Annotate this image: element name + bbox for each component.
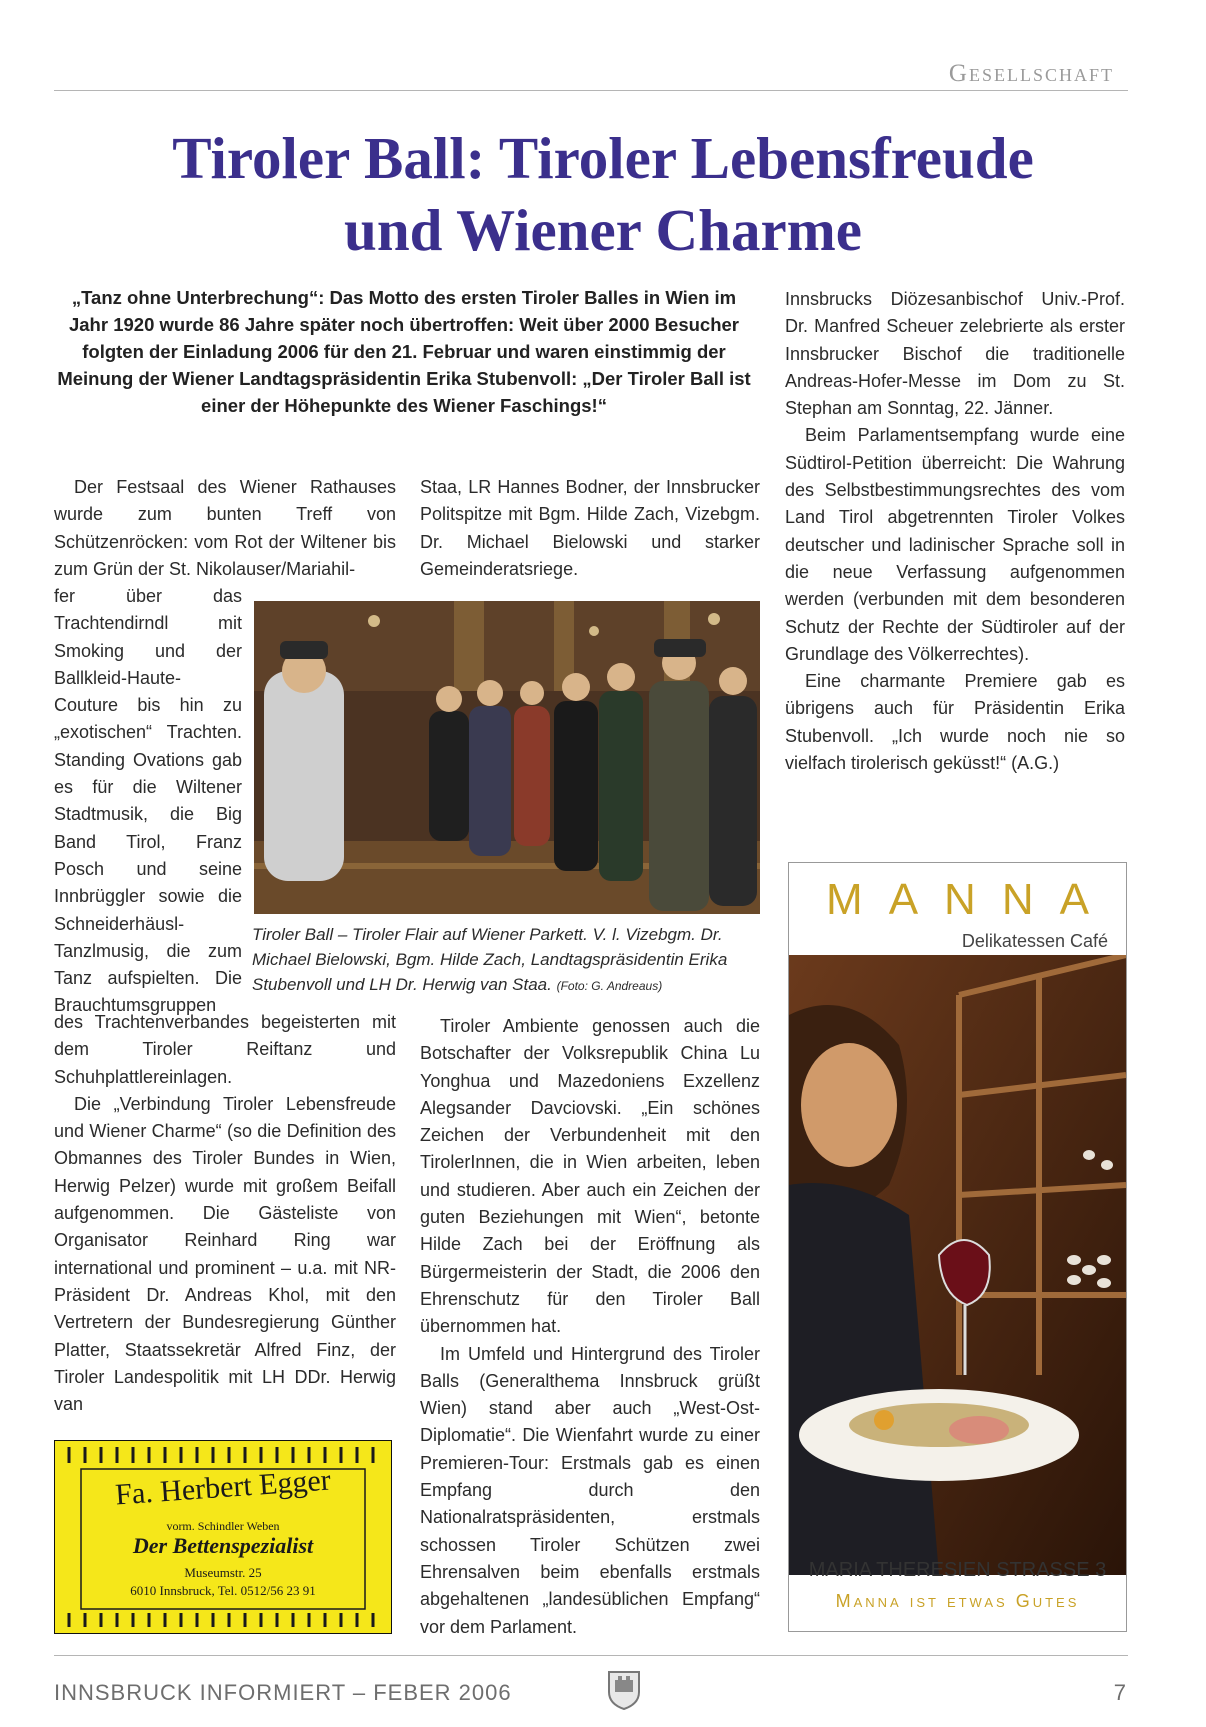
header-rule (54, 90, 1128, 91)
column-2-top (420, 474, 760, 583)
manna-slogan: Manna ist etwas Gutes (835, 1591, 1080, 1611)
egger-city-phone: 6010 Innsbruck, Tel. 0512/56 23 91 (130, 1583, 316, 1598)
column-3 (785, 286, 1125, 777)
ball-photo-illustration (254, 601, 760, 914)
lead-paragraph: „Tanz ohne Unterbrechung“: Das Motto des ersten Tiroler Balles in Wien im Jahr 1920 wurde 86 Jahre später noch übertroffen: Weit über 2000 Besucher folgten der Einladung 2006 für den 21. Februar und waren einstimmig der Meinung der Wiener Landtagspräsidentin Erika Stubenvoll: „Der Tiroler Ball ist einer der Höhepunkte des Wiener Faschings!“ (57, 287, 751, 416)
col1-paragraph-2: Die „Verbindung Tiroler Lebensfreude und Wiener Charme“ (so die Definition des Obmannes des Tiroler Bundes in Wien, Herwig Pelzer) wurde mit großem Beifall aufgenommen. Die Gästeliste von Organisator Reinhard Ring war international und prominent – u.a. mit NR-Präsident Dr. Andreas Khol, mit den Vertretern der Bundesregierung Günther Platter, Staatssekretär Alfred Finz, der Tiroler Landespolitik mit LH DDr. Herwig van (54, 1093, 396, 1415)
title-line-1: Tiroler Ball: Tiroler Lebensfreude (172, 125, 1034, 191)
title-line-2: und Wiener Charme (344, 197, 862, 263)
manna-address: MARIA THERESIEN STRASSE 3 (808, 1559, 1107, 1581)
egger-advertisement[interactable] (54, 1440, 392, 1634)
egger-tagline: Der Bettenspezialist (132, 1533, 314, 1558)
column-2-bottom (420, 1013, 760, 1641)
column-1-wrapped (54, 583, 242, 1020)
col2-paragraph-2: Im Umfeld und Hintergrund des Tiroler Balls (Generalthema Innsbruck grüßt Wien) stand aber auch „West-Ost-Diplomatie“. Die Wienfahrt wurde zu einer Premieren-Tour: Erstmals gab es einen Empfang durch den Nationalratspräsidenten, erstmals schossen Tiroler Schützen zwei Ehrensalven beim ebenfalls erstmals abgehaltenen „landesüblichen Empfang“ vor dem Parlament. (420, 1343, 760, 1637)
footer-rule (54, 1655, 1128, 1656)
column-1-bottom (54, 1009, 396, 1418)
col3-paragraph-2: Beim Parlamentsempfang wurde eine Südtirol-Petition überreicht: Die Wahrung des Selbstbestimmungsrechtes des vom Land Tirol abgetrennten Tiroler Volkes deutscher und ladinischer Sprache soll in die neue Verfassung aufgenommen werden (verbunden mit dem besonderen Schutz der Rechte der Südtiroler auf der Grundlage des Völkerrechtes). (785, 425, 1125, 664)
manna-subtitle: Delikatessen Café (961, 931, 1108, 951)
manna-photo (789, 955, 1126, 1575)
col1-paragraph-1-end: des Trachtenverbandes begeisterten mit dem Tiroler Reiftanz und Schuhplattlereinlagen. (54, 1012, 396, 1087)
city-crest-icon (606, 1668, 642, 1710)
egger-name: Fa. Herbert Egger (114, 1463, 332, 1512)
col2-paragraph-top: Staa, LR Hannes Bodner, der Innsbrucker Politspitze mit Bgm. Hilde Zach, Vizebgm. Dr. Michael Bielowski und starker Gemeinderatsriege. (420, 477, 760, 579)
photo-credit: (Foto: G. Andreaus) (556, 979, 663, 993)
col1-paragraph-1-wrap: fer über das Trachtendirndl mit Smoking und der Ballkleid-Haute-Couture bis hin zu „exotischen“ Trachten. Standing Ovations gab es für die Wiltener Stadtmusik, die Big Band Tirol, Franz Posch und seine Innbrüggler sowie die Schneiderhäusl-Tanzlmusig, die zum Tanz aufspielten. Die Brauchtumsgruppen (54, 586, 242, 1016)
col1-paragraph-1-start: Der Festsaal des Wiener Rathauses wurde zum bunten Treff von Schützenröcken: vom Rot der Wiltener bis zum Grün der St. Nikolauser/Mariahil- (54, 477, 396, 579)
footer-publication: INNSBRUCK INFORMIERT – FEBER 2006 (54, 1680, 512, 1705)
page-number: 7 (1113, 1680, 1126, 1705)
ball-photo (254, 601, 760, 914)
col3-paragraph-1: Innsbrucks Diözesanbischof Univ.-Prof. Dr. Manfred Scheuer zelebrierte als erster Innsbrucker Bischof die traditionelle Andreas-Hofer-Messe im Dom zu St. Stephan am Sonntag, 22. Jänner. (785, 289, 1125, 419)
column-1-top (54, 474, 396, 583)
manna-advertisement[interactable] (788, 862, 1127, 1632)
manna-brand: MANNA (826, 875, 1115, 924)
col2-paragraph-1: Tiroler Ambiente genossen auch die Botschafter der Volksrepublik China Lu Yonghua und Mazedoniens Exzellenz Alegsander Davciovski. „Ein schönes Zeichen der Verbundenheit mit den TirolerInnen, die in Wien arbeiten, leben und studieren. Aber auch ein Zeichen der guten Beziehungen mit Wien“, betonte Hilde Zach bei der Eröffnung als Bürgermeisterin der Stadt, die 2006 den Ehrenschutz für den Tiroler Ball übernommen hat. (420, 1016, 760, 1337)
photo-caption-text: Tiroler Ball – Tiroler Flair auf Wiener Parkett. V. l. Vizebgm. Dr. Michael Bielowski, Bgm. Hilde Zach, Landtagspräsidentin Erika Stubenvoll und LH Dr. Herwig van Staa. (252, 925, 728, 994)
egger-street: Museumstr. 25 (184, 1565, 262, 1580)
egger-sub: vorm. Schindler Weben (166, 1519, 280, 1533)
section-label: Gesellschaft (948, 60, 1114, 87)
photo-caption (252, 922, 762, 999)
col3-paragraph-3: Eine charmante Premiere gab es übrigens auch für Präsidentin Erika Stubenvoll. „Ich wurde noch nie so vielfach tirolerisch geküsst!“ (A.G.) (785, 671, 1125, 774)
article-title (30, 122, 1176, 266)
